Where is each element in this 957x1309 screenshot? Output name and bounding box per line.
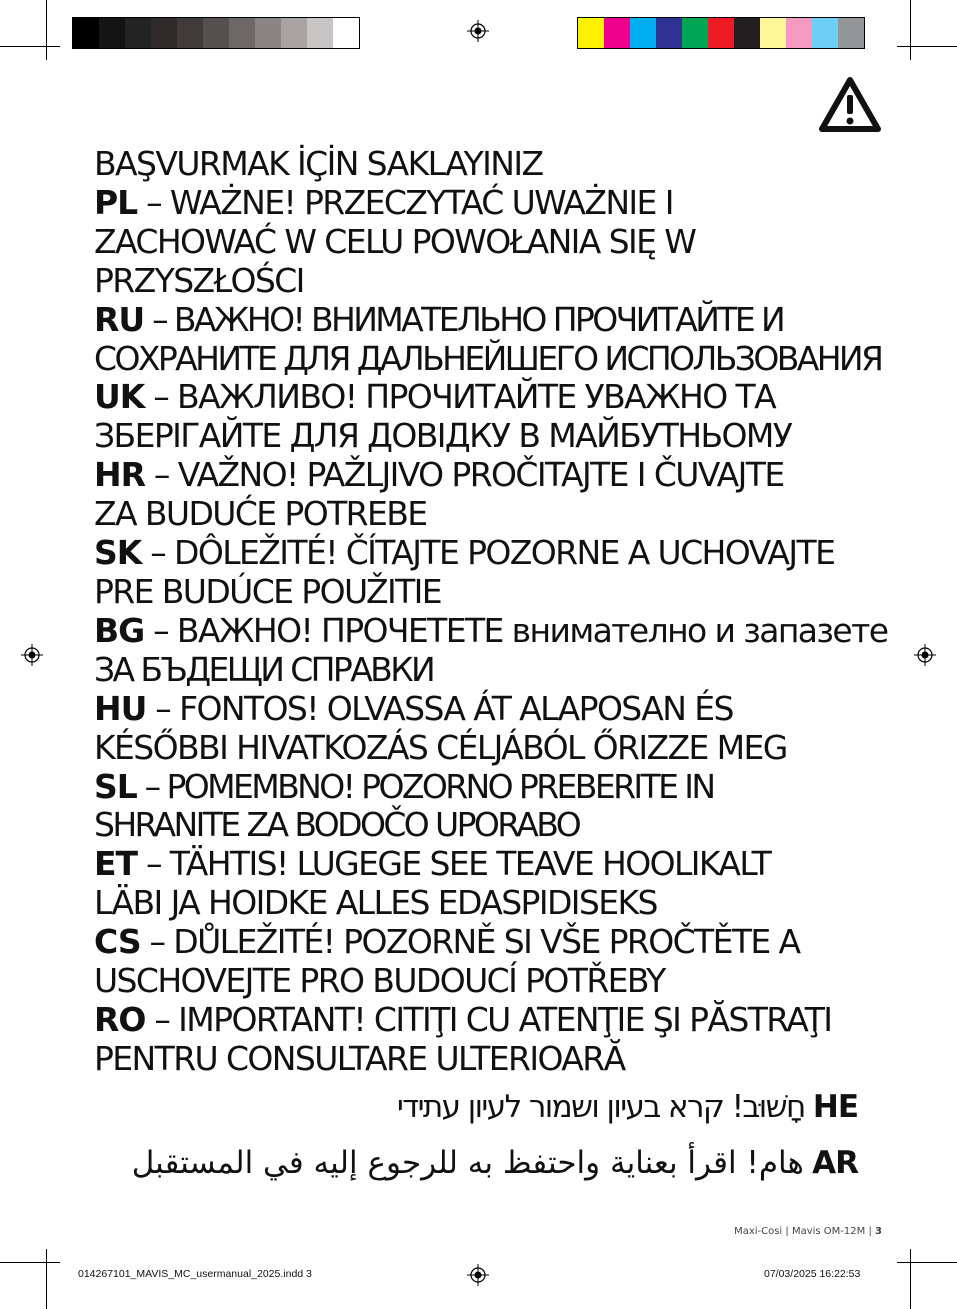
language-code: BG [94, 610, 145, 650]
notice-line [94, 417, 884, 456]
notice-text: PRZYSZŁOŚCI [94, 260, 304, 300]
grayscale-swatch [125, 18, 151, 48]
warning-triangle-icon [818, 76, 882, 134]
notice-text: – ВАЖНО! ПРОЧЕТЕТЕ внимателно и запазете [144, 610, 888, 650]
notice-line [94, 495, 884, 534]
grayscale-swatch [307, 18, 333, 48]
notice-line [94, 729, 884, 768]
notice-text: KÉSŐBBI HIVATKOZÁS CÉLJÁBÓL ŐRIZZE MEG [94, 727, 787, 767]
process-swatch [682, 18, 708, 48]
process-swatch [630, 18, 656, 48]
registration-mark-icon [914, 644, 936, 666]
crop-mark [46, 0, 47, 60]
notice-line [94, 301, 884, 340]
notice-text: – POMEMBNO! POZORNO PREBERITE IN [136, 766, 714, 806]
process-color-bar [577, 17, 865, 49]
language-code: SL [94, 766, 137, 806]
process-swatch [786, 18, 812, 48]
notice-line [94, 1001, 884, 1040]
registration-mark-icon [467, 20, 489, 42]
notice-line [94, 962, 884, 1001]
process-swatch [760, 18, 786, 48]
notice-text: – IMPORTANT! CITIŢI CU ATENŢIE ŞI PĂSTRAŢI [145, 999, 832, 1039]
slug-filename: 014267101_MAVIS_MC_usermanual_2025.indd 3 [78, 1268, 312, 1280]
spacer [805, 1089, 813, 1125]
crop-mark [897, 1262, 957, 1263]
notice-line [94, 768, 884, 807]
grayscale-swatch [203, 18, 229, 48]
notice-line [94, 845, 884, 884]
registration-mark-icon [467, 1264, 489, 1286]
notice-text: LÄBI JA HOIDKE ALLES EDASPIDISEKS [94, 883, 657, 923]
notice-line-rtl [94, 1135, 858, 1191]
footer-separator: | [785, 1226, 792, 1237]
language-code: RU [94, 299, 145, 339]
model-name: Mavis OM-12M [791, 1226, 866, 1237]
language-code: UK [94, 377, 145, 417]
crop-mark [0, 46, 60, 47]
notice-line [94, 262, 884, 301]
grayscale-swatch [255, 18, 281, 48]
notice-text: BAŞVURMAK İÇİN SAKLAYINIZ [94, 144, 543, 183]
notice-text: USCHOVEJTE PRO BUDOUCÍ POTŘEBY [94, 961, 665, 1001]
notice-line [94, 223, 884, 262]
notice-text: – ВАЖЛИВО! ПРОЧИТАЙТЕ УВАЖНО ТА [144, 377, 776, 417]
footer-separator: | [868, 1226, 876, 1237]
notice-line [94, 884, 884, 923]
notice-text: ZACHOWAĆ W CELU POWOŁANIA SIĘ W [94, 221, 696, 261]
notice-line [94, 573, 884, 612]
language-code: HU [94, 688, 147, 728]
notice-text: SHRANITE ZA BODOČO UPORABO [94, 805, 580, 845]
notice-text: هام! اقرأ بعناية واحتفظ به للرجوع إليه في المستقبل [131, 1144, 804, 1181]
process-swatch [812, 18, 838, 48]
process-swatch [578, 18, 604, 48]
notice-line [94, 923, 884, 962]
notice-text: PENTRU CONSULTARE ULTERIOARĂ [94, 1038, 625, 1078]
notice-text: – WAŻNE! PRZECZYTAĆ UWAŻNIE I [137, 182, 673, 222]
notice-text: – TÄHTIS! LUGEGE SEE TEAVE HOOLIKALT [137, 844, 771, 884]
grayscale-swatch [99, 18, 125, 48]
crop-mark [46, 1249, 47, 1309]
registration-mark-icon [21, 644, 43, 666]
grayscale-swatch [281, 18, 307, 48]
language-code: SK [94, 533, 142, 573]
grayscale-swatch [229, 18, 255, 48]
notice-text: ZA BUDUĆE POTREBE [94, 494, 427, 534]
notice-text: – VAŽNO! PAŽLJIVO PROČITAJTE I ČUVAJTE [145, 455, 784, 495]
slug-datetime: 07/03/2025 16:22:53 [764, 1268, 861, 1280]
safety-notice-text [94, 144, 888, 1191]
notice-text: – DŮLEŽITÉ! POZORNĚ SI VŠE PROČTĚTE A [140, 922, 800, 962]
crop-mark [897, 46, 957, 47]
process-swatch [656, 18, 682, 48]
notice-line [94, 456, 884, 495]
notice-text: – DÔLEŽITÉ! ČÍTAJTE POZORNE A UCHOVAJTE [141, 533, 835, 573]
notice-text: – ВАЖНО! ВНИМАТЕЛЬНО ПРОЧИТАЙТЕ И [144, 299, 784, 339]
grayscale-swatch [333, 18, 359, 48]
notice-text: חָשׁוּב! קרא בעיון ושמור לעיון עתידי [396, 1088, 805, 1125]
notice-text: ЗА БЪДЕЩИ СПРАВКИ [94, 649, 434, 689]
spacer [804, 1145, 812, 1181]
notice-line-rtl [94, 1079, 858, 1135]
grayscale-swatch [73, 18, 99, 48]
process-swatch [708, 18, 734, 48]
notice-line [94, 690, 884, 729]
notice-text: СОХРАНИТЕ ДЛЯ ДАЛЬНЕЙШЕГО ИСПОЛЬЗОВАНИЯ [94, 338, 882, 378]
notice-text: ЗБЕРІГАЙТЕ ДЛЯ ДОВІДКУ В МАЙБУТНЬОМУ [94, 416, 792, 456]
language-code: ET [94, 844, 138, 884]
notice-line [94, 145, 884, 184]
notice-line [94, 340, 884, 379]
process-swatch [838, 18, 864, 48]
language-code: AR [812, 1144, 858, 1181]
crop-mark [910, 0, 911, 60]
notice-line [94, 184, 884, 223]
language-code: CS [94, 922, 141, 962]
notice-line [94, 1040, 884, 1079]
notice-line [94, 806, 884, 845]
language-code: PL [94, 182, 138, 222]
crop-mark [910, 1249, 911, 1309]
grayscale-color-bar [72, 17, 360, 49]
notice-text: – FONTOS! OLVASSA ÁT ALAPOSAN ÉS [146, 688, 733, 728]
language-code: HR [94, 455, 146, 495]
page-number: 3 [875, 1226, 882, 1237]
notice-line [94, 534, 884, 573]
grayscale-swatch [177, 18, 203, 48]
notice-line [94, 651, 884, 690]
notice-line [94, 610, 888, 651]
language-code: RO [94, 999, 146, 1039]
notice-text: PRE BUDÚCE POUŽITIE [94, 571, 442, 611]
brand-name: Maxi-Cosi [734, 1226, 783, 1237]
notice-line [94, 378, 884, 417]
process-swatch [604, 18, 630, 48]
page-footer [734, 1226, 882, 1237]
language-code: HE [812, 1088, 858, 1125]
crop-mark [0, 1262, 60, 1263]
grayscale-swatch [151, 18, 177, 48]
process-swatch [734, 18, 760, 48]
